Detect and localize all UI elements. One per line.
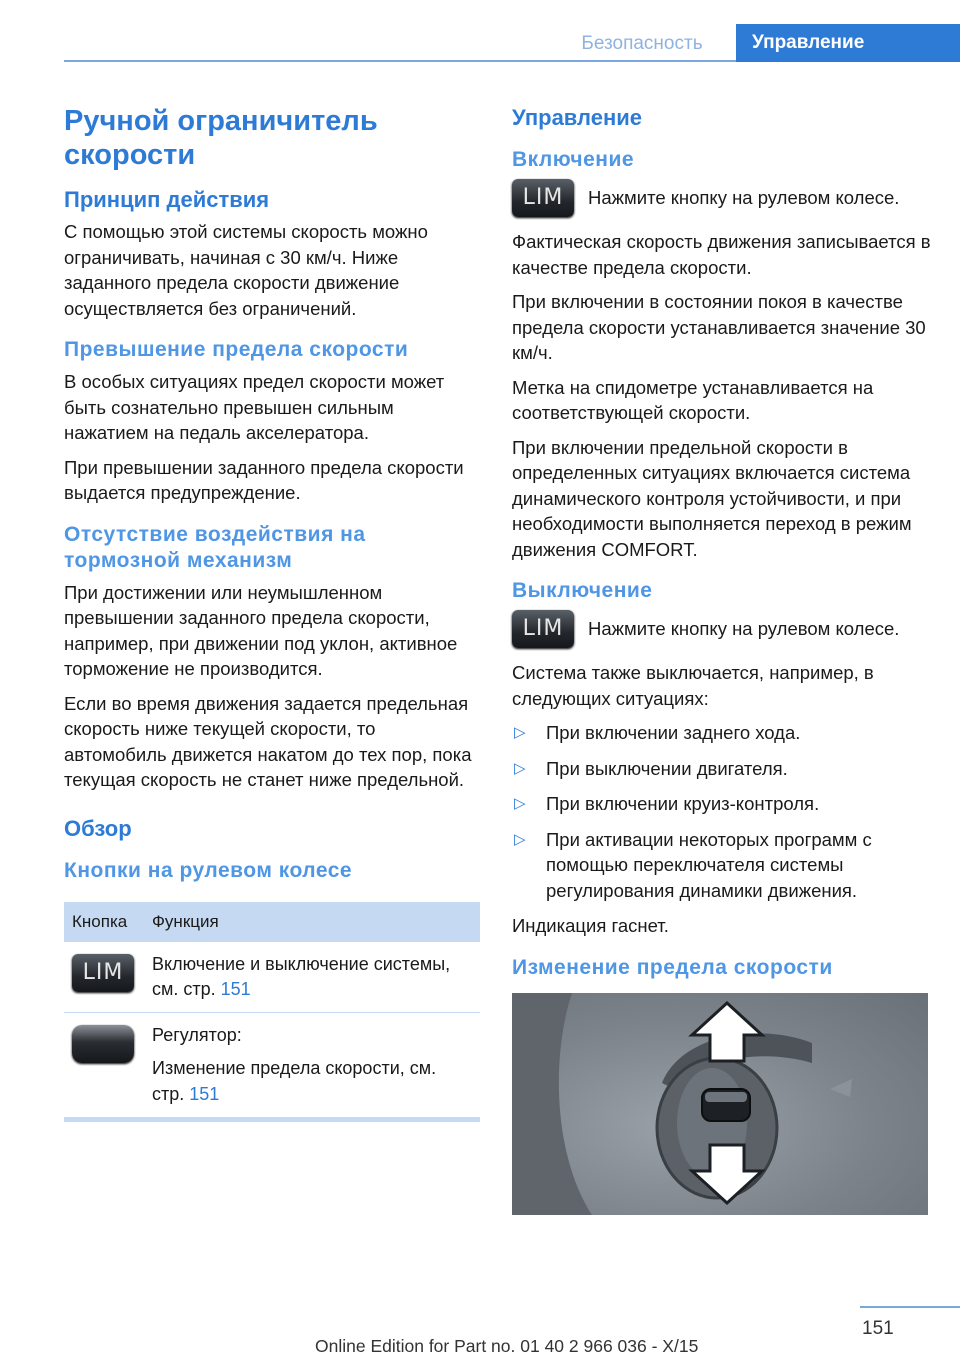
off-conditions-list	[512, 720, 932, 903]
exceed-heading: Превышение предела скорости	[64, 338, 409, 361]
row1-text: Включение и выключение системы, см. стр.	[152, 953, 451, 999]
steering-wheel-photo	[512, 993, 928, 1215]
lim-button-icon: LIM	[72, 954, 134, 992]
off-paragraph-2: Индикация гаснет.	[512, 915, 669, 936]
change-heading: Изменение предела скорости	[512, 955, 833, 979]
footer-rule	[860, 1306, 960, 1308]
row2-page-link[interactable]: 151	[189, 1083, 220, 1104]
rocker-switch-icon	[72, 1025, 134, 1063]
header-tab-control[interactable]: Управление	[736, 24, 960, 62]
triangle-bullet-icon: ▷	[514, 795, 526, 812]
off-paragraph-1: Система также выключается, например, в следующих ситуациях:	[512, 662, 874, 709]
header-tab-safety[interactable]: Безопасность	[581, 33, 703, 54]
left-column	[64, 100, 480, 1122]
exceed-paragraph-2: При превышении заданного предела скорости выдается предупреждение.	[64, 456, 464, 503]
brake-paragraph-1: При достижении или неумышленном превышении заданного предела скорости, например, при движении под уклон, активное торможение не производится.	[64, 581, 458, 679]
table-header-row	[64, 902, 480, 942]
table-bottom-rule	[64, 1118, 480, 1122]
table-row	[64, 942, 480, 1013]
list-item: ▷ При включении круиз-контроля.	[512, 791, 932, 817]
steering-wheel-illustration	[512, 993, 928, 1215]
on-paragraph-1: Фактическая скорость движения записывается в качестве предела скорости.	[512, 231, 931, 278]
col-button-header: Кнопка	[64, 902, 144, 942]
lim-button-icon: LIM	[512, 610, 574, 648]
row1-page-link[interactable]: 151	[220, 978, 251, 999]
on-button-text: Нажмите кнопку на рулевом колесе.	[588, 187, 900, 208]
edition-text: Online Edition for Part no. 01 40 2 966 036 - X/15	[315, 1336, 699, 1356]
off-button-row	[512, 610, 932, 648]
buttons-heading: Кнопки на рулевом колесе	[64, 858, 353, 882]
lim-button-icon: LIM	[512, 179, 574, 217]
principle-heading: Принцип действия	[64, 187, 270, 212]
triangle-bullet-icon: ▷	[514, 759, 526, 777]
buttons-table	[64, 902, 480, 1119]
list-item: ▷ При включении заднего хода.	[512, 720, 932, 746]
row2-text-2: Изменение предела скорости, см. стр.	[152, 1058, 437, 1104]
on-button-row	[512, 179, 932, 217]
principle-text: С помощью этой системы скорость можно ограничивать, начиная с 30 км/ч. Ниже заданного предела скорости движение осуществляется без ограничений.	[64, 221, 428, 319]
page-title: Ручной ограничитель скорости	[64, 105, 378, 171]
on-paragraph-2: При включении в состоянии покоя в качестве предела скорости устанавливается значение 30 км/ч.	[512, 291, 926, 363]
triangle-bullet-icon: ▷	[514, 724, 526, 741]
brake-heading: Отсутствие воздействия на тормозной механизм	[64, 522, 366, 572]
on-paragraph-3: Метка на спидометре устанавливается на соответствующей скорости.	[512, 376, 874, 423]
list-item: ▷ При активации некоторых программ с помощью переключателя системы регулирования динамики движения.	[514, 828, 872, 901]
row2-text-1: Регулятор:	[152, 1024, 242, 1045]
on-heading: Включение	[512, 148, 635, 171]
right-column	[512, 100, 932, 1215]
triangle-bullet-icon: ▷	[514, 830, 526, 848]
on-paragraph-4: При включении предельной скорости в определенных ситуациях включается система динамического контроля устойчивости, и при необходимости выполняется переход в режим движения COMFORT.	[512, 436, 912, 560]
table-row	[64, 1012, 480, 1118]
control-heading: Управление	[512, 105, 643, 130]
row1-description	[144, 942, 480, 1013]
off-button-text: Нажмите кнопку на рулевом колесе.	[588, 618, 900, 639]
col-function-header: Функция	[144, 902, 480, 942]
overview-heading: Обзор	[64, 815, 132, 841]
list-item: ▷ При выключении двигателя.	[512, 756, 932, 782]
exceed-paragraph-1: В особых ситуациях предел скорости может быть сознательно превышен сильным нажатием на педаль акселератора.	[64, 371, 445, 443]
row2-description	[144, 1012, 480, 1118]
off-heading: Выключение	[512, 579, 653, 602]
brake-paragraph-2: Если во время движения задается предельная скорость ниже текущей скорости, то автомобиль движется накатом до тех пор, пока текущая скорость не станет ниже предельной.	[64, 692, 472, 790]
page-number: 151	[862, 1318, 894, 1339]
